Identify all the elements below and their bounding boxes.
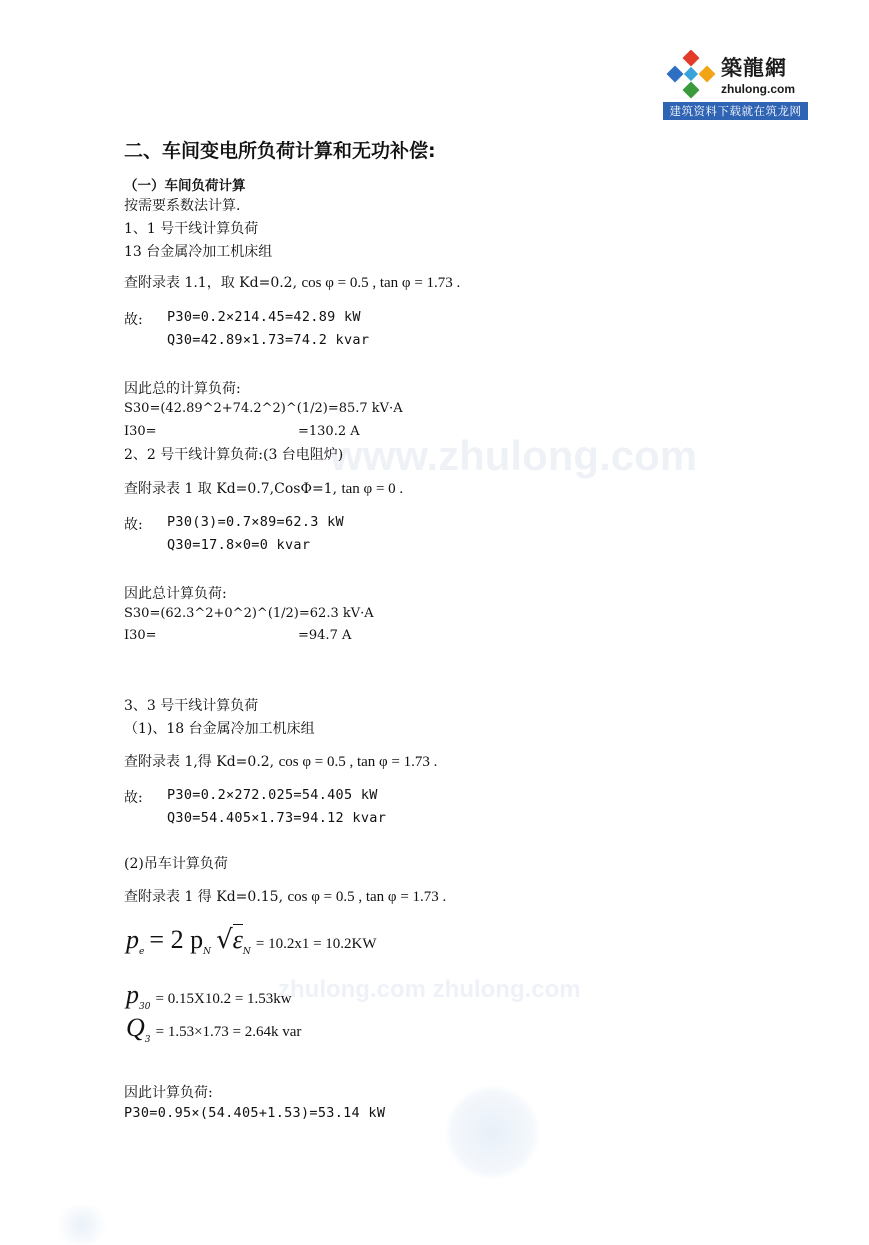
section3-lookup2-prefix: 查附录表 1 得 Kd=0.15,	[124, 889, 284, 905]
section2-lookup-phi: Φ	[300, 481, 312, 497]
logo-banner-text: 建筑资料下载就在筑龙网	[663, 102, 808, 120]
section1-lookup	[124, 272, 460, 292]
section1-lookup-prefix: 查附录表 1.1，取 Kd=0.2,	[124, 275, 298, 291]
section3-lookup1	[124, 751, 437, 771]
eq-q3-lhs: Q	[126, 1013, 145, 1042]
section-subtitle: （一）车间负荷计算	[124, 178, 246, 194]
eq-p30-sub: 30	[139, 1002, 151, 1012]
section2-s30: S30=(62.3^2+0^2)^(1/2)=62.3 kV·A	[124, 606, 374, 621]
eq-pe-sub2: N	[203, 947, 211, 957]
section1-group: 13 台金属冷加工机床组	[124, 244, 273, 260]
watermark-logo-shape-small	[52, 1205, 112, 1245]
section2-lookup-prefix: 查附录表 1 取 Kd=0.7,Cos	[124, 481, 301, 497]
eq-pe-rhs: = 10.2x1 = 10.2KW	[255, 936, 377, 952]
section3-gu: 故:	[124, 790, 143, 806]
section3-p30-total: P30=0.95×(54.405+1.53)=53.14 kW	[124, 1105, 386, 1121]
eq-q3-sub: 3	[144, 1035, 151, 1045]
logo-english-text: zhulong.com	[721, 82, 795, 96]
page-title: 二、车间变电所负荷计算和无功补偿:	[124, 140, 436, 162]
section2-p30: P30(3)=0.7×89=62.3 kW	[167, 514, 344, 530]
logo-chinese-text: 築龍網	[721, 55, 787, 80]
watermark-zhulong-large: www.zhulong.com	[330, 432, 698, 479]
eq-pe-mid: = 2 p	[149, 925, 204, 954]
section3-p30: P30=0.2×272.025=54.405 kW	[167, 787, 378, 803]
section3-total-label: 因此计算负荷:	[124, 1085, 213, 1101]
section2-lookup-mid: =1,	[311, 481, 338, 497]
section1-q30: Q30=42.89×1.73=74.2 kvar	[167, 332, 370, 348]
section1-s30: S30=(42.89^2+74.2^2)^(1/2)=85.7 kV·A	[124, 401, 403, 416]
section3-sub1: （1)、18 台金属冷加工机床组	[124, 721, 315, 737]
eq-pe-sub3: N	[242, 947, 251, 957]
section1-heading: 1、1 号干线计算负荷	[124, 221, 259, 237]
sqrt-icon: √	[216, 925, 233, 955]
section3-q30: Q30=54.405×1.73=94.12 kvar	[167, 810, 387, 826]
section2-gu: 故:	[124, 517, 143, 533]
section1-lookup-math: cos φ = 0.5 , tan φ = 1.73 .	[301, 275, 461, 291]
watermark-logo-shape	[445, 1085, 540, 1180]
section2-i30-value: =94.7 A	[298, 628, 352, 643]
section3-sub2: (2)吊车计算负荷	[124, 856, 228, 872]
section2-total-label: 因此总计算负荷:	[124, 586, 227, 602]
section1-i30-value: =130.2 A	[298, 424, 360, 439]
section1-total-label: 因此总的计算负荷:	[124, 381, 241, 397]
equation-pe	[126, 925, 377, 957]
eq-q3-rhs: = 1.53×1.73 = 2.64k var	[155, 1024, 302, 1040]
equation-p30	[126, 980, 292, 1012]
zhulong-logo	[663, 50, 808, 120]
section3-lookup1-math: cos φ = 0.5 , tan φ = 1.73 .	[278, 754, 438, 770]
eq-pe-lhs: p	[126, 925, 139, 954]
section3-lookup1-prefix: 查附录表 1,得 Kd=0.2,	[124, 754, 275, 770]
method-text: 按需要系数法计算.	[124, 198, 241, 214]
section2-lookup	[124, 478, 403, 498]
section1-gu: 故:	[124, 312, 143, 328]
eq-p30-lhs: p	[126, 980, 139, 1009]
watermark-zhulong-small: zhulong.com zhulong.com	[278, 976, 581, 1003]
section3-lookup2	[124, 886, 446, 906]
section2-lookup-math: tan φ = 0 .	[341, 481, 404, 497]
eq-pe-eps: ε	[232, 925, 243, 954]
section2-heading: 2、2 号干线计算负荷:(3 台电阻炉)	[124, 447, 344, 463]
section3-heading: 3、3 号干线计算负荷	[124, 698, 259, 714]
section1-i30-label: I30=	[124, 424, 157, 439]
section2-i30-label: I30=	[124, 628, 157, 643]
section2-q30: Q30=17.8×0=0 kvar	[167, 537, 311, 553]
section1-p30: P30=0.2×214.45=42.89 kW	[167, 309, 361, 325]
eq-pe-sub: e	[139, 947, 145, 957]
equation-q3	[126, 1013, 301, 1045]
eq-p30-rhs: = 0.15X10.2 = 1.53kw	[155, 991, 292, 1007]
section3-lookup2-math: cos φ = 0.5 , tan φ = 1.73 .	[287, 889, 447, 905]
zhulong-snowflake-icon	[665, 50, 719, 102]
